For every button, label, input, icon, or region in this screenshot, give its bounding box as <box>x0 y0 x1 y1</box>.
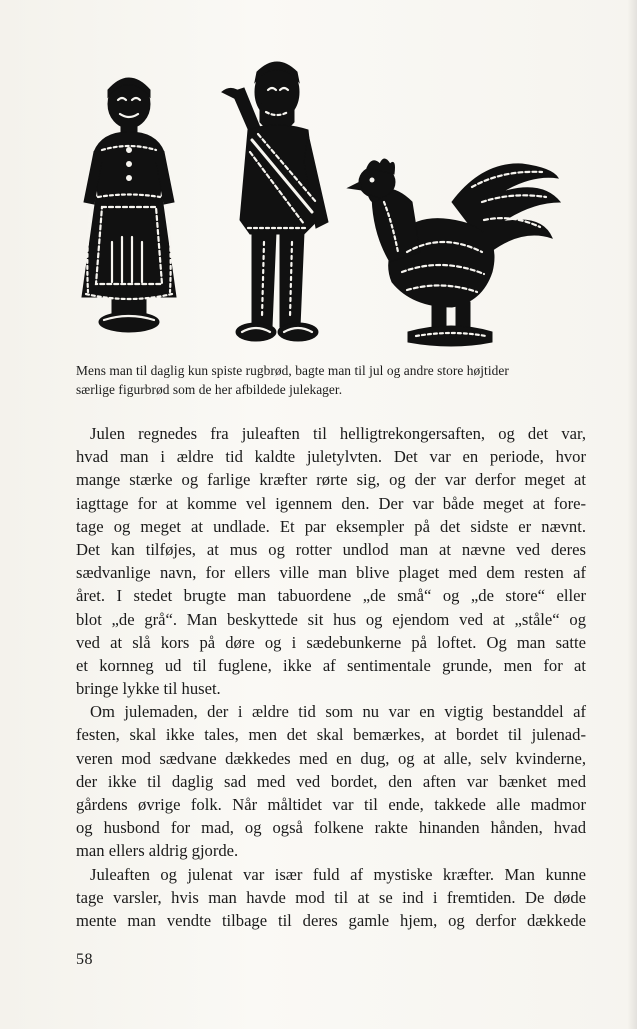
text-line: Juleaften og julenat var især fuld af mystiske kræfter. Man kunne <box>90 864 586 884</box>
text-line: veren mod sædvane dækkedes med en dug, og at alle, selv kvinderne, <box>76 748 586 768</box>
text-line: og husbond for mad, og også folkene rakte hinanden hånden, hvad <box>76 818 586 838</box>
paragraph <box>76 422 586 700</box>
text-line: sædvanlige navn, for ellers ville man blive plaget med dem resten af <box>76 563 586 583</box>
text-line: iagttage for at komme vel igennem den. Der var både meget at fore- <box>76 493 586 513</box>
woman-figure <box>82 78 176 332</box>
man-figure <box>222 62 328 341</box>
body-text <box>76 422 586 932</box>
julekager-illustration <box>72 52 572 352</box>
text-line: festen, skal ikke tales, men det skal bemærkes, at bordet til julenad- <box>76 725 586 745</box>
paragraph <box>76 863 586 933</box>
text-line: hvad man i ældre tid kaldte juletylvten. Det var en periode, hvor <box>76 447 586 467</box>
text-line: tage og meget at undlade. Et par eksempler på det sidste er nævnt. <box>76 516 586 536</box>
text-line: et kornneg ud til fuglene, ikke af sentimentale grunde, men for at <box>76 655 586 675</box>
text-line: Det kan tilføjes, at mus og rotter undlod man at nævne ved deres <box>76 539 586 559</box>
text-line: gårdens øvrige folk. Når måltidet var til ende, takkede alle madmor <box>76 795 586 814</box>
rooster-figure <box>348 159 560 346</box>
caption-line: særlige figurbrød som de her afbildede julekager. <box>76 382 343 397</box>
text-line: Julen regnedes fra juleaften til helligtrekongersaften, og det var, <box>90 424 586 443</box>
text-line: året. I stedet brugte man tabuordene „de små“ og „de store“ eller <box>76 586 586 606</box>
caption-line: Mens man til daglig kun spiste rugbrød, bagte man til jul og andre store højtider <box>76 363 509 378</box>
text-line: mange stærke og farlige kræfter rørte sig, og der var derfor meget at <box>76 470 586 490</box>
text-line: mente man vendte tilbage til deres gamle hjem, og derfor dækkede <box>76 910 586 930</box>
figure-caption <box>76 361 586 399</box>
text-line: man ellers aldrig gjorde. <box>76 841 239 861</box>
text-line: blot „de grå“. Man beskyttede sit hus og ejendom ved at „ståle“ og <box>76 609 586 629</box>
paragraph <box>76 700 586 862</box>
text-line: bringe lykke til huset. <box>76 679 221 699</box>
page-number: 58 <box>76 951 93 968</box>
text-line: tage varsler, hvis man havde mod til at se ind i fremtiden. De døde <box>76 887 586 907</box>
page-edge-shadow <box>627 0 637 1029</box>
text-line: ved at slå kors på døre og i sædebunkerne på loftet. Og man satte <box>76 632 586 652</box>
text-line: Om julemaden, der i ældre tid som nu var en vigtig bestanddel af <box>90 702 586 722</box>
text-line: der ikke til daglig sad med ved bordet, den aften var bænket med <box>76 771 586 791</box>
